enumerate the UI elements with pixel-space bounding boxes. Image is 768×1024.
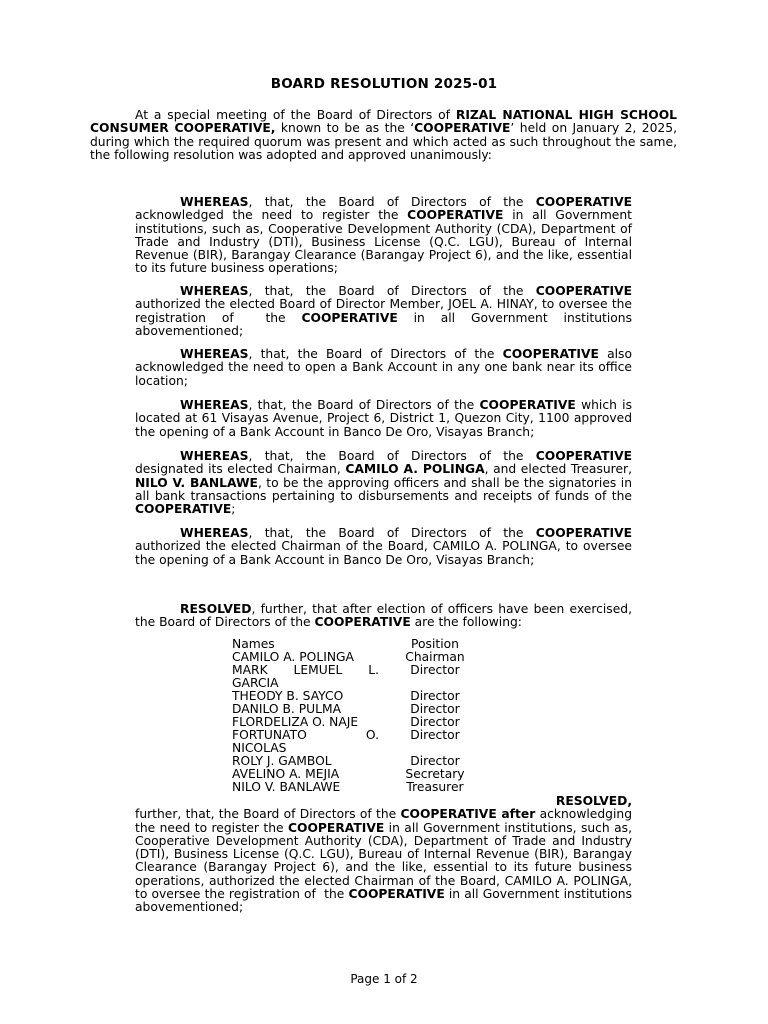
document-title: BOARD RESOLUTION 2025-01 — [270, 76, 498, 92]
whereas-lead: WHEREAS — [180, 195, 249, 209]
officer-position: Chairman — [405, 650, 465, 664]
officer-position: Director — [410, 689, 460, 703]
clause-text: , that, the Board of Directors of the — [248, 449, 536, 463]
officer-name: NILO V. BANLAWE — [232, 780, 341, 794]
officer-name: DANILO B. PULMA — [232, 702, 342, 716]
chairman-name: CAMILO A. POLINGA — [345, 462, 485, 477]
officer-name: CAMILO A. POLINGA — [232, 650, 354, 664]
cooperative-term: COOPERATIVE — [535, 284, 632, 298]
officer-position: Secretary — [405, 767, 465, 781]
officer-row — [232, 781, 502, 794]
officer-name: ROLY J. GAMBOL — [232, 754, 332, 768]
clause-text: authorized the elected Board of Director Member, JOEL A. HINAY, to oversee the registration of the — [135, 284, 636, 325]
clause-text: designated its elected Chairman, — [135, 462, 346, 477]
clause-text: also acknowledged the need to open a Bank Account in any one bank near its office location; — [135, 347, 632, 388]
officer-name: FLORDELIZA O. NAJE — [232, 715, 359, 729]
intro-text: At a special meeting of the Board of Directors of — [135, 108, 456, 122]
cooperative-term: COOPERATIVE — [135, 502, 232, 517]
cooperative-term: COOPERATIVE — [301, 310, 398, 325]
clause-text: in all Government institutions abovementioned; — [135, 887, 632, 915]
cooperative-term: COOPERATIVE — [407, 208, 504, 223]
clause-text: are the following: — [410, 615, 522, 630]
cooperative-term: COOPERATIVE — [287, 820, 385, 835]
clause-text: in all Government institutions, such as, Cooperative Development Authority (CDA), Department of Trade and Industry (DTI), Business License (Q.C. LGU), Bureau of Internal Revenue (BIR), Barangay Clearance (Barangay Project 6), and the like, essential to its future business operations, authorized the elected Chairman of the Board, CAMILO A. POLINGA, to oversee the registration of the — [135, 820, 636, 902]
intro-text: known to be as the ‘ — [275, 121, 415, 136]
officer-name: THEODY B. SAYCO — [232, 689, 344, 703]
intro-paragraph — [90, 109, 677, 162]
clause-text: acknowledging the need to register the — [135, 807, 632, 835]
names-header: Names — [232, 637, 275, 651]
officer-position: Treasurer — [406, 780, 464, 794]
clause-text: ; — [231, 502, 236, 517]
cooperative-term: COOPERATIVE — [348, 887, 445, 902]
whereas-clause-4 — [135, 399, 632, 439]
cooperative-term: COOPERATIVE — [535, 195, 632, 209]
cooperative-term: COOPERATIVE — [502, 347, 599, 361]
whereas-lead: WHEREAS — [180, 398, 249, 412]
cooperative-term: COOPERATIVE after — [400, 807, 536, 822]
treasurer-name: NILO V. BANLAWE — [135, 475, 258, 490]
clause-text: in all Government institutions abovementioned; — [135, 310, 632, 338]
resolved-lead: RESOLVED, — [555, 794, 632, 808]
whereas-lead: WHEREAS — [180, 526, 249, 540]
clause-text: , to be the approving officers and shall be the signatories in all bank transactions pertaining to disbursements and receipts of funds of the — [135, 475, 640, 503]
clause-text: authorized the elected Chairman of the Board, CAMILO A. POLINGA, to oversee the opening of a Bank Account in Banco De Oro, Visayas Branch; — [135, 539, 632, 567]
resolved-lead: RESOLVED — [180, 602, 252, 616]
clause-text: in all Government institutions, such as, Cooperative Development Authority (CDA), Department of Trade and Industry (DTI), Business License (Q.C. LGU), Bureau of Internal Revenue (BIR), Barangay Clearance (Barangay Project 6), and the like, essential to its future business operations; — [135, 208, 632, 276]
cooperative-term: COOPERATIVE — [314, 615, 411, 630]
officer-position: Director — [410, 663, 460, 677]
intro-text: ’ held on January 2, 2025, during which the required quorum was present and which acted as such throughout the same, the following resolution was adopted and approved unanimously: — [90, 121, 677, 162]
officer-name: MARK LEMUEL L. GARCIA — [232, 663, 379, 690]
clause-text: , and elected Treasurer, — [484, 462, 632, 477]
officer-position: Director — [410, 702, 460, 716]
cooperative-name: RIZAL NATIONAL HIGH SCHOOL CONSUMER COOPERATIVE, — [90, 108, 677, 136]
officer-row — [232, 729, 502, 755]
whereas-clause-3 — [135, 348, 632, 388]
cooperative-term: COOPERATIVE — [414, 121, 511, 136]
whereas-lead: WHEREAS — [180, 284, 249, 298]
resolved-clause-1 — [135, 603, 632, 630]
officer-position: Director — [410, 728, 460, 742]
clause-text: which is located at 61 Visayas Avenue, Project 6, District 1, Quezon City, 1100 approved the opening of a Bank Account in Banco De Oro, Visayas Branch; — [135, 398, 632, 439]
whereas-clause-5 — [135, 449, 640, 517]
officer-position: Director — [410, 715, 460, 729]
officer-row — [232, 664, 502, 690]
cooperative-term: COOPERATIVE — [535, 526, 632, 540]
position-header: Position — [411, 637, 459, 651]
whereas-lead: WHEREAS — [180, 449, 249, 463]
whereas-lead: WHEREAS — [180, 347, 249, 361]
clause-text: further, that, the Board of Directors of the — [135, 807, 401, 822]
clause-text: , that, the Board of Directors of the — [248, 195, 536, 209]
cooperative-term: COOPERATIVE — [479, 398, 576, 412]
officer-name: AVELINO A. MEJIA — [232, 767, 340, 781]
whereas-clause-1 — [135, 196, 632, 276]
resolved-clause-2 — [135, 794, 636, 915]
whereas-clause-2 — [135, 284, 636, 338]
officer-position: Director — [410, 754, 460, 768]
clause-text: , that, the Board of Directors of the — [248, 526, 536, 540]
clause-text: , that, the Board of Directors of the — [248, 347, 503, 361]
clause-text: , further, that after election of officers have been exercised, the Board of Directors of the — [135, 602, 632, 630]
clause-text: acknowledged the need to register the — [135, 208, 408, 223]
clause-text: , that, the Board of Directors of the — [248, 398, 480, 412]
page-number: Page 1 of 2 — [350, 972, 418, 986]
cooperative-term: COOPERATIVE — [535, 449, 632, 463]
whereas-clause-6 — [135, 527, 632, 567]
clause-text: , that, the Board of Directors of the — [248, 284, 536, 298]
officers-list — [232, 638, 502, 794]
officer-name: FORTUNATO O. NICOLAS — [232, 728, 379, 755]
